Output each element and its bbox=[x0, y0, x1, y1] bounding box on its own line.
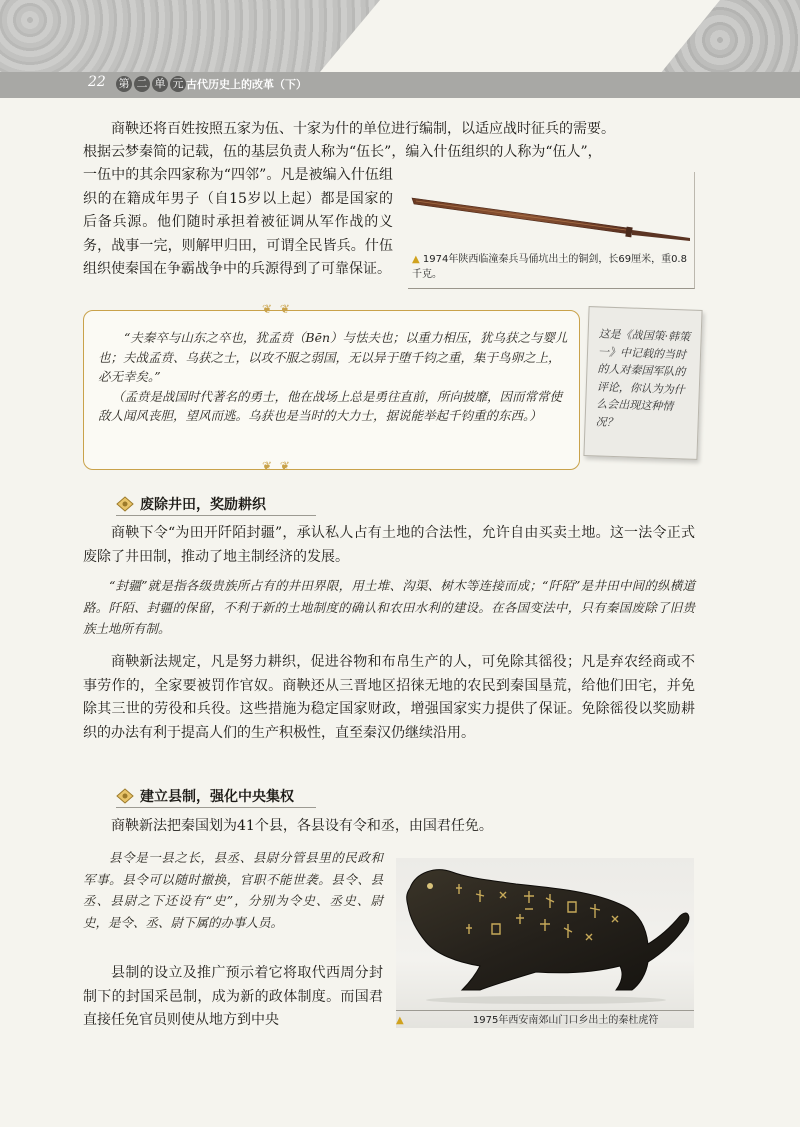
section-title: 废除井田，奖励耕织 bbox=[140, 497, 266, 513]
note-paragraph: “封疆”就是指各级贵族所占有的井田界限，用土堆、沟渠、树木等连接而成；“阡陌”是井田中间的纵横道路。阡陌、封疆的保留，不利于新的土地制度的确认和农田水利的建设。在各国变法中，只有秦国废除了旧贵族土地所有制。 bbox=[83, 578, 695, 636]
ornament-icon: ❦ ❦ bbox=[262, 302, 292, 316]
tiger-tally-figure bbox=[396, 858, 694, 1028]
sword-caption bbox=[412, 252, 690, 282]
sword-figure bbox=[408, 172, 695, 289]
heading-underline bbox=[116, 515, 316, 516]
caption-text: 1975年西安南郊山门口乡出土的秦杜虎符 bbox=[472, 1015, 659, 1026]
section-heading bbox=[116, 494, 266, 514]
caption-text: 1974年陕西临潼秦兵马俑坑出土的铜剑，长69厘米，重0.8千克。 bbox=[412, 254, 687, 280]
paragraph: 商鞅下令“为田开阡陌封疆”，承认私人占有土地的合法性，允许自由买卖土地。这一法令正式废除了井田制，推动了地主制经济的发展。 bbox=[83, 525, 695, 565]
tiger-caption bbox=[396, 1013, 696, 1028]
section-heading bbox=[116, 786, 294, 806]
paragraph-line: 根据云梦秦简的记载，伍的基层负责人称为“伍长”，编入什伍组织的人称为“伍人”， bbox=[83, 144, 602, 160]
unit-char: 元 bbox=[170, 76, 186, 92]
unit-label bbox=[116, 76, 186, 92]
unit-char: 二 bbox=[134, 76, 150, 92]
section-bullet-icon bbox=[116, 788, 134, 804]
triangle-icon: ▲ bbox=[396, 1015, 404, 1026]
section-bullet-icon bbox=[116, 496, 134, 512]
section-title: 建立县制，强化中央集权 bbox=[140, 789, 294, 805]
paragraph-line: 商鞅还将百姓按照五家为伍、十家为什的单位进行编制，以适应战时征兵的需要。 bbox=[111, 121, 615, 137]
paragraph: 县制的设立及推广预示着它将取代西周分封制下的封国采邑制，成为新的政体制度。而国君直接任免官员则使从地方到中央 bbox=[83, 965, 383, 1028]
quote-content bbox=[98, 328, 568, 426]
note-paragraph: 县令是一县之长，县丞、县尉分管县里的民政和军事。县令可以随时撤换，官职不能世袭。县令、县丞、县尉之下还设有“史”，分别为令史、丞史、尉史，是令、丞、尉下属的办事人员。 bbox=[83, 850, 383, 930]
paragraph: 一伍中的其余四家称为“四邻”。凡是被编入什伍组织的在籍成年男子（自15岁以上起）都是国家的后备兵源。他们随时承担着被征调从军作战的义务，战事一完，则解甲归田，可谓全民皆兵。什伍组织使秦国在争霸战争中的兵源得到了可靠保证。 bbox=[83, 167, 393, 277]
unit-char: 第 bbox=[116, 76, 132, 92]
bronze-sword-image bbox=[408, 172, 694, 252]
quote-text: “夫秦卒与山东之卒也，犹孟贲（Bēn）与怯夫也；以重力相压，犹乌获之与婴儿也；夫战孟贲、乌获之士，以攻不服之弱国，无以异于堕千钧之重，集于鸟卵之上，必无幸矣。” bbox=[98, 330, 568, 384]
unit-char: 单 bbox=[152, 76, 168, 92]
question-text: 这是《战国策·韩策一》中记载的当时的人对秦国军队的评论，你认为为什么会出现这种情况？ bbox=[595, 327, 691, 429]
paragraph: 商鞅新法规定，凡是努力耕织，促进谷物和布帛生产的人，可免除其徭役；凡是弃农经商或不事劳作的，全家要被罚作官奴。商鞅还从三晋地区招徕无地的农民到秦国垦荒，给他们田宅，并免除其三世的劳役和兵役。这些措施为稳定国家财政，增强国家实力提供了保证。免除徭役以奖励耕织的办法有利于提高人们的生产积极性，直至秦汉仍继续沿用。 bbox=[83, 654, 695, 741]
page-number: 22 bbox=[88, 74, 106, 90]
chapter-title: 古代历史上的改革（下） bbox=[186, 78, 307, 91]
triangle-icon: ▲ bbox=[412, 254, 420, 265]
heading-underline bbox=[116, 807, 316, 808]
ornament-icon: ❦ ❦ bbox=[262, 459, 292, 473]
tiger-tally-image bbox=[396, 858, 694, 1008]
question-note bbox=[583, 306, 702, 460]
paragraph: 商鞅新法把秦国划为41个县，各县设有令和丞，由国君任免。 bbox=[111, 818, 493, 834]
quote-note: （孟贲是战国时代著名的勇士，他在战场上总是勇往直前，所向披靡，因而常常使敌人闻风丧胆，望风而逃。乌获也是当时的大力士，据说能举起千钧重的东西。） bbox=[98, 388, 563, 423]
